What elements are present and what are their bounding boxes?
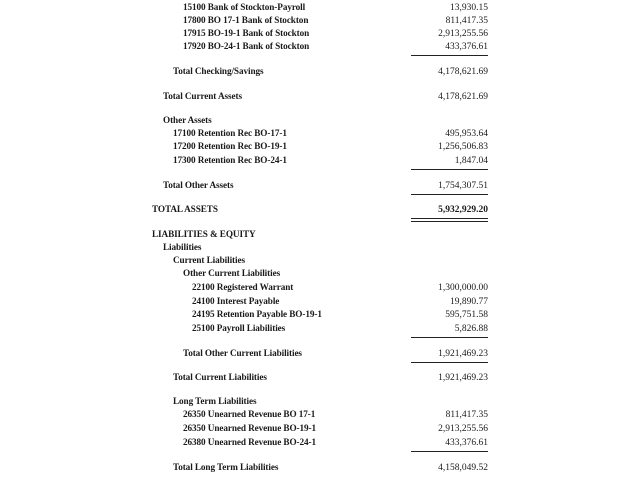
total-label: Total Current Liabilities [173,373,267,383]
account-amount: 495,953.64 [445,129,488,139]
account-amount: 2,913,255.56 [438,29,488,39]
total-label: Total Current Assets [163,92,242,102]
account-amount: 433,376.61 [445,42,488,52]
account-label: 24195 Retention Payable BO-19-1 [192,310,322,320]
section-heading-row [0,396,640,409]
total-amount: 1,754,307.51 [438,181,488,191]
total-amount: 1,921,469.23 [438,373,488,383]
account-amount: 811,417.35 [445,410,488,420]
account-label: 26350 Unearned Revenue BO 17-1 [183,410,316,420]
section-heading: Other Assets [163,116,212,126]
ledger-row [0,128,640,141]
total-label: Total Other Current Liabilities [183,349,302,359]
account-amount: 19,890.77 [450,297,488,307]
account-amount: 1,256,506.83 [438,142,488,152]
total-row [0,348,640,361]
account-label: 17915 BO-19-1 Bank of Stockton [183,29,310,39]
account-label: 26350 Unearned Revenue BO-19-1 [183,424,317,434]
section-heading-row [0,242,640,255]
section-heading: LIABILITIES & EQUITY [152,230,256,240]
account-amount: 1,847.04 [454,156,488,166]
account-label: 26380 Unearned Revenue BO-24-1 [183,438,317,448]
section-heading-row [0,115,640,128]
section-heading: Long Term Liabilities [173,397,257,407]
subtotal-rule [411,55,488,56]
section-heading-row [0,268,640,281]
account-label: 15100 Bank of Stockton-Payroll [183,3,306,13]
grand-total-row [0,204,640,217]
ledger-row [0,41,640,54]
total-label: Total Other Assets [163,181,234,191]
total-row [0,180,640,193]
grand-total-label: TOTAL ASSETS [152,205,218,215]
section-heading: Other Current Liabilities [183,269,281,279]
account-label: 24100 Interest Payable [192,297,280,307]
account-label: 17200 Retention Rec BO-19-1 [173,142,287,152]
account-amount: 433,376.61 [445,438,488,448]
account-amount: 1,300,000.00 [438,283,488,293]
double-underline [411,218,488,222]
section-heading-row [0,229,640,242]
total-amount: 4,178,621.69 [438,67,488,77]
account-amount: 13,930.15 [450,3,488,13]
ledger-row [0,309,640,322]
ledger-row [0,2,640,15]
section-heading-row [0,255,640,268]
grand-total-amount: 5,932,929.20 [438,205,488,215]
ledger-row [0,409,640,422]
total-row [0,372,640,385]
account-amount: 595,751.58 [445,310,488,320]
total-row [0,66,640,79]
account-label: 22100 Registered Warrant [192,283,294,293]
account-label: 17100 Retention Rec BO-17-1 [173,129,287,139]
total-label: Total Checking/Savings [173,67,264,77]
section-heading: Liabilities [163,243,202,253]
account-amount: 2,913,255.56 [438,424,488,434]
ledger-row [0,423,640,436]
total-label: Total Long Term Liabilities [173,463,279,473]
account-amount: 811,417.35 [445,16,488,26]
account-label: 25100 Payroll Liabilities [192,324,286,334]
total-row [0,91,640,104]
total-amount: 1,921,469.23 [438,349,488,359]
ledger-row [0,296,640,309]
ledger-row [0,141,640,154]
subtotal-rule [411,451,488,452]
total-amount: 4,178,621.69 [438,92,488,102]
subtotal-rule [411,194,488,195]
subtotal-rule [411,362,488,363]
total-row [0,462,640,475]
account-label: 17300 Retention Rec BO-24-1 [173,156,287,166]
ledger-row [0,28,640,41]
subtotal-rule [411,337,488,338]
ledger-row [0,282,640,295]
account-label: 17800 BO 17-1 Bank of Stockton [183,16,309,26]
subtotal-rule [411,169,488,170]
total-amount: 4,158,049.52 [438,463,488,473]
account-amount: 5,826.88 [454,324,488,334]
ledger-row [0,437,640,450]
section-heading: Current Liabilities [173,256,245,266]
ledger-row [0,155,640,168]
ledger-row [0,15,640,28]
ledger-row [0,323,640,336]
account-label: 17920 BO-24-1 Bank of Stockton [183,42,310,52]
